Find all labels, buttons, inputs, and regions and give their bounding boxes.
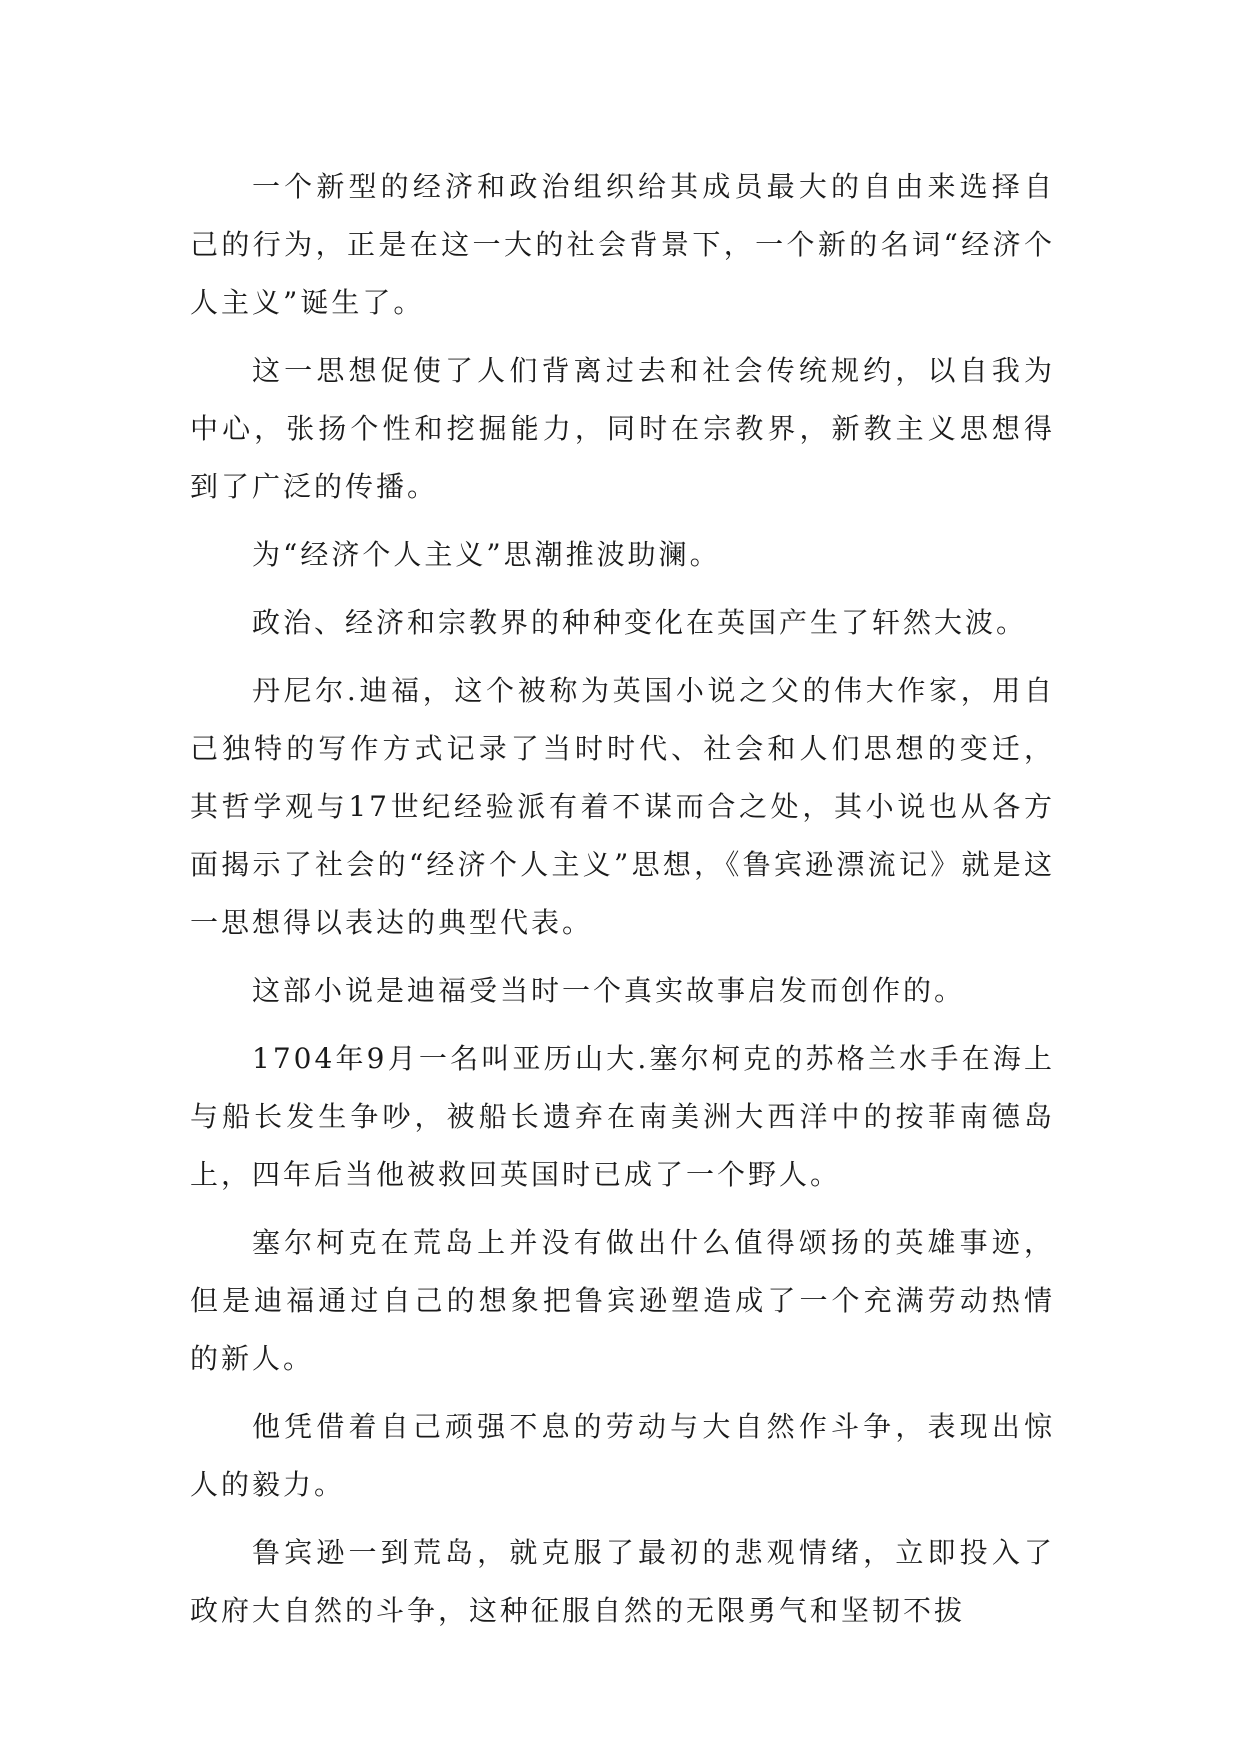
paragraph: 1704年9月一名叫亚历山大.塞尔柯克的苏格兰水手在海上与船长发生争吵，被船长遗弃在南美洲大西洋中的按菲南德岛上，四年后当他被救回英国时已成了一个野人。 <box>190 1042 1055 1191</box>
paragraph: 塞尔柯克在荒岛上并没有做出什么值得颂扬的英雄事迹，但是迪福通过自己的想象把鲁宾逊塑造成了一个充满劳动热情的新人。 <box>190 1226 1055 1375</box>
paragraph: 这一思想促使了人们背离过去和社会传统规约，以自我为中心，张扬个性和挖掘能力，同时在宗教界，新教主义思想得到了广泛的传播。 <box>190 354 1055 503</box>
paragraph: 政治、经济和宗教界的种种变化在英国产生了轩然大波。 <box>252 606 1028 639</box>
paragraph: 鲁宾逊一到荒岛，就克服了最初的悲观情绪，立即投入了政府大自然的斗争，这种征服自然的无限勇气和坚韧不拔 <box>190 1536 1055 1627</box>
paragraph: 为“经济个人主义”思潮推波助澜。 <box>252 538 721 571</box>
document-body <box>190 158 1055 1650</box>
paragraph: 这部小说是迪福受当时一个真实故事启发而创作的。 <box>252 974 966 1007</box>
paragraph: 丹尼尔.迪福，这个被称为英国小说之父的伟大作家，用自己独特的写作方式记录了当时时代、社会和人们思想的变迁，其哲学观与17世纪经验派有着不谋而合之处，其小说也从各方面揭示了社会的“经济个人主义”思想，《鲁宾逊漂流记》就是这一思想得以表达的典型代表。 <box>190 674 1055 939</box>
paragraph: 一个新型的经济和政治组织给其成员最大的自由来选择自己的行为，正是在这一大的社会背景下，一个新的名词“经济个人主义”诞生了。 <box>190 170 1055 319</box>
paragraph: 他凭借着自己顽强不息的劳动与大自然作斗争，表现出惊人的毅力。 <box>190 1410 1055 1501</box>
